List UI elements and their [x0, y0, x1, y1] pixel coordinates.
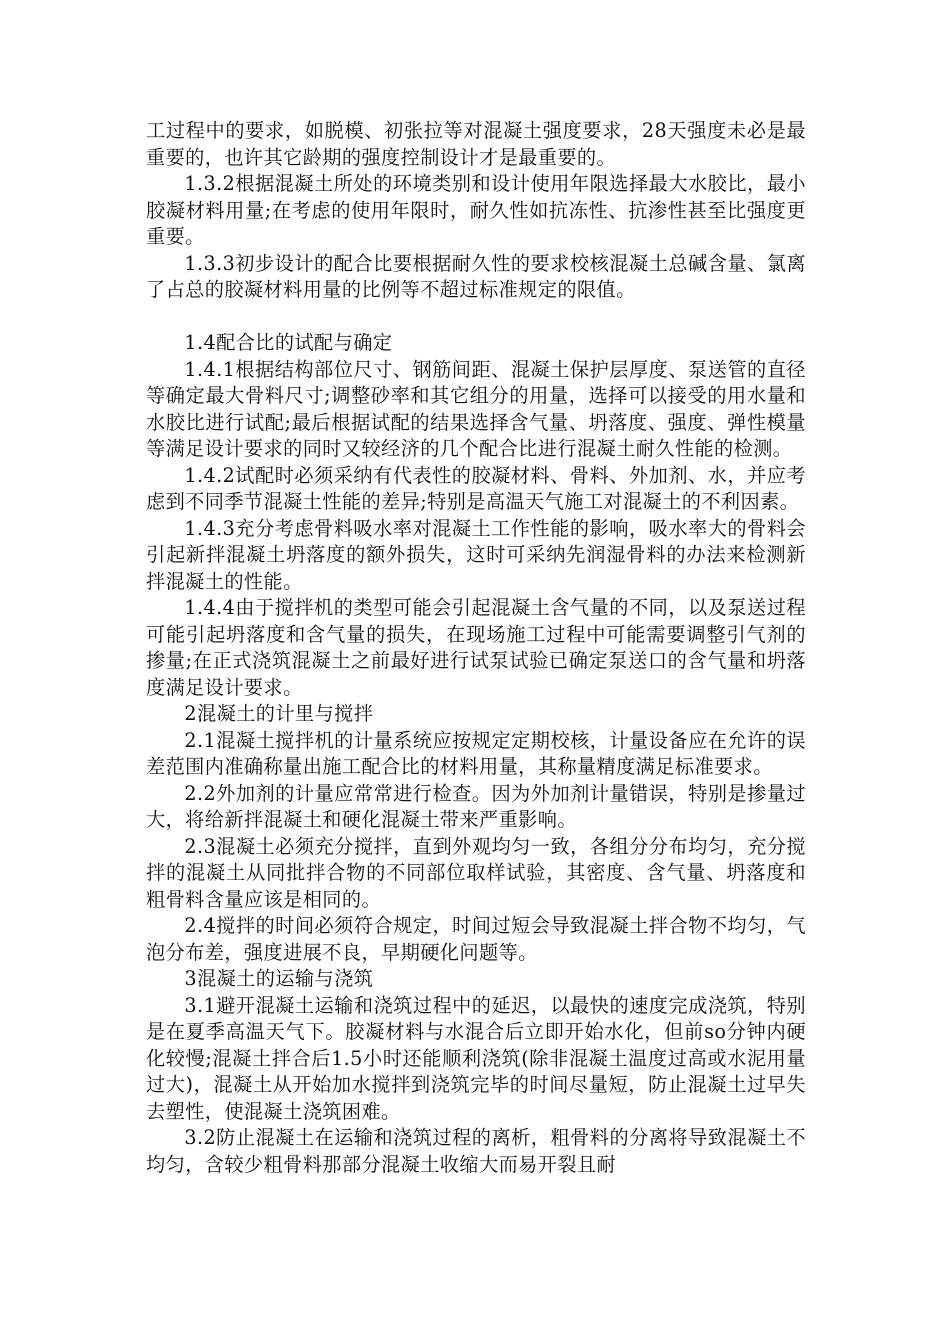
paragraph-1-4-2: 1.4.2试配时必须采纳有代表性的胶凝材料、骨料、外加剂、水，并应考虑到不同季节混凝土性能的差异;特别是高温天气施工对混凝土的不利因素。 — [146, 463, 806, 513]
section-heading-3: 3混凝土的运输与浇筑 — [184, 967, 374, 990]
paragraph-2-1: 2.1混凝土搅拌机的计量系统应按规定定期校核，计量设备应在允许的误差范围内准确称量出施工配合比的材料用量，其称量精度满足标准要求。 — [146, 728, 806, 778]
section-heading-1-4: 1.4配合比的试配与确定 — [184, 331, 393, 354]
paragraph-3-1: 3.1避开混凝土运输和浇筑过程中的延迟，以最快的速度完成浇筑，特别是在夏季高温天气下。胶凝材料与水混合后立即开始水化，但前so分钟内硬化较慢;混凝土拌合后1.5小时还能顺利浇筑(除非混凝土温度过高或水泥用量过大)，混凝土从开始加水搅拌到浇筑完毕的时间尽量短，防止混凝土过早失去塑性，使混凝土浇筑困难。 — [146, 993, 806, 1123]
paragraph-1-3-3: 1.3.3初步设计的配合比要根据耐久性的要求校核混凝土总碱含量、氯离了占总的胶凝材料用量的比例等不超过标准规定的限值。 — [146, 251, 806, 301]
paragraph-1-3-2: 1.3.2根据混凝土所处的环境类别和设计使用年限选择最大水胶比，最小胶凝材料用量;在考虑的使用年限时，耐久性如抗冻性、抗渗性甚至比强度更重要。 — [146, 172, 806, 248]
paragraph-3-2: 3.2防止混凝土在运输和浇筑过程的离析，粗骨料的分离将导致混凝土不均匀，含较少粗骨料那部分混凝土收缩大而易开裂且耐 — [146, 1126, 806, 1176]
paragraph-1-4-3: 1.4.3充分考虑骨料吸水率对混凝土工作性能的影响，吸水率大的骨料会引起新拌混凝土坍落度的额外损失，这时可采纳先润湿骨料的办法来检测新拌混凝土的性能。 — [146, 516, 806, 593]
paragraph-2-2: 2.2外加剂的计量应常常进行检查。因为外加剂计量错误，特别是掺量过大，将给新拌混凝土和硬化混凝土带来严重影响。 — [146, 781, 806, 831]
blank-line — [146, 304, 806, 331]
paragraph-continuation: 工过程中的要求，如脱模、初张拉等对混凝土强度要求，28天强度未必是最重要的，也许其它龄期的强度控制设计才是最重要的。 — [146, 119, 806, 169]
paragraph-1-4-1: 1.4.1根据结构部位尺寸、钢筋间距、混凝土保护层厚度、泵送管的直径等确定最大骨料尺寸;调整砂率和其它组分的用量，选择可以接受的用水量和水胶比进行试配;最后根据试配的结果选择含气量、坍落度、强度、弹性模量等满足设计要求的同时又较经济的几个配合比进行混凝土耐久性能的检测。 — [146, 357, 806, 460]
section-heading-2: 2混凝土的计里与搅拌 — [184, 702, 374, 725]
paragraph-2-3: 2.3混凝土必须充分搅拌，直到外观均匀一致，各组分分布均匀，充分搅拌的混凝土从同批拌合物的不同部位取样试验，其密度、含气量、坍落度和粗骨料含量应该是相同的。 — [146, 834, 806, 911]
paragraph-1-4-4: 1.4.4由于搅拌机的类型可能会引起混凝土含气量的不同，以及泵送过程可能引起坍落度和含气量的损失，在现场施工过程中可能需要调整引气剂的掺量;在正式浇筑混凝土之前最好进行试泵试验已确定泵送口的含气量和坍落度满足设计要求。 — [146, 596, 806, 699]
document-page — [146, 118, 806, 1178]
paragraph-2-4: 2.4搅拌的时间必须符合规定，时间过短会导致混凝土拌合物不均匀，气泡分布差，强度进展不良，早期硬化问题等。 — [146, 914, 806, 964]
